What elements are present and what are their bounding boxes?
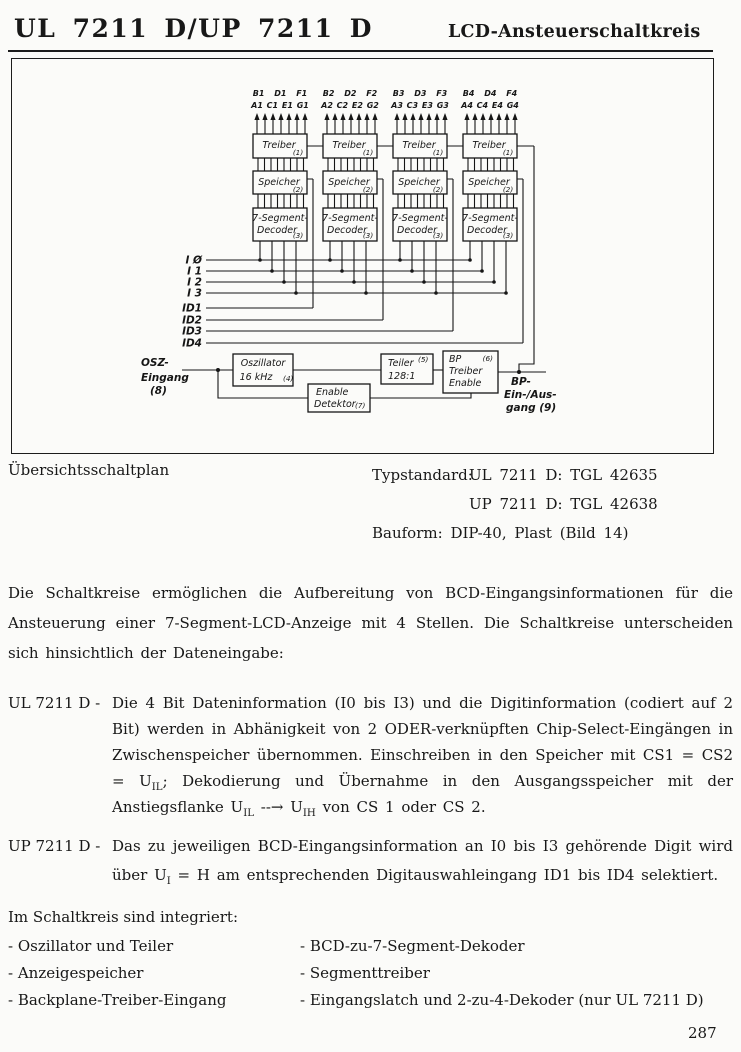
bus-label-id1: ID1 — [182, 302, 202, 315]
segment-labels-top: B1 D1 F1 — [252, 89, 308, 98]
list-item: - Eingangslatch und 2-zu-4-Dekoder (nur UL 7211 D) — [300, 991, 704, 1009]
typstandard-line — [372, 461, 658, 490]
segment-labels-bottom: A4 C4 E4 G4 — [461, 101, 519, 110]
digit-select-line — [447, 179, 453, 331]
bp-label: BP — [449, 354, 462, 365]
diagram-frame — [11, 58, 714, 454]
svg-text:(4): (4) — [283, 374, 294, 383]
page-title: UL 7211 D/UP 7211 D — [14, 14, 373, 43]
data-input-lines — [260, 241, 296, 293]
segment-output-lines — [397, 120, 445, 134]
page-header — [14, 14, 729, 43]
teiler-label: Teiler — [388, 358, 414, 369]
ul-7211-d-text: Die 4 Bit Dateninformation (I0 bis I3) und die Digitinformation (codiert auf 2 Bit) werden in Abhänigkeit von 2 ODER-verknüpften Chip-Select-Eingängen in Zwischenspeicher übernommen. Einschreiben in den Speicher mit $CS1 = CS2 = U_{IL}$; Dekodierung und Übernahme in den Ausgangsspeicher mit der Anstiegsflanke $U_{IL}$ --→ $U_{IH}$ von CS 1 oder CS 2. — [112, 694, 734, 819]
block-diagram — [12, 59, 713, 453]
up-7211-d-item — [8, 832, 733, 890]
list-item: - Segmenttreiber — [300, 964, 430, 982]
svg-text:(3): (3) — [292, 231, 304, 240]
svg-text:(3): (3) — [362, 231, 374, 240]
segment-labels-top: B2 D2 F2 — [322, 89, 378, 98]
decoder-label-1: 7-Segment- — [252, 213, 308, 224]
bus-comb — [398, 194, 444, 208]
oszillator-label: Oszillator — [240, 358, 286, 369]
svg-text:(8): (8) — [150, 385, 167, 397]
svg-text:(2): (2) — [362, 185, 374, 194]
treiber-label: Treiber — [402, 140, 436, 151]
decoder-label-1: 7-Segment- — [392, 213, 448, 224]
treiber-label: Treiber — [332, 140, 366, 151]
segment-output-lines — [467, 120, 515, 134]
intro-paragraph: Die Schaltkreise ermöglichen die Aufbereitung von BCD-Eingangsinformationen für die Ansteuerung einer 7-Segment-LCD-Anzeige mit 4 Stellen. Die Schaltkreise unterscheiden sich hinsichtlich der Dateneingabe: — [8, 584, 733, 662]
list-item: - Anzeigespeicher — [8, 964, 144, 982]
oscillator-row — [141, 351, 557, 414]
bus-label-id2: ID2 — [182, 314, 202, 327]
svg-text:(1): (1) — [292, 148, 304, 157]
bus-comb — [328, 158, 374, 171]
svg-text:(6): (6) — [482, 354, 493, 363]
decoder-label-2: Decoder — [257, 225, 297, 236]
decoder-label-1: 7-Segment- — [322, 213, 378, 224]
type-standard-block — [372, 461, 658, 548]
svg-text:(2): (2) — [502, 185, 514, 194]
bus-label-id4: ID4 — [182, 337, 202, 350]
bauform-line — [372, 519, 658, 548]
enable-detektor-label: Enable — [316, 387, 349, 398]
svg-text:Detektor: Detektor — [314, 399, 356, 410]
svg-text:(1): (1) — [502, 148, 514, 157]
input-bus-lines — [206, 260, 523, 343]
bauform-value: DIP-40, Plast (Bild 14) — [450, 524, 629, 542]
bus-label-i0: I Ø — [185, 254, 202, 267]
digit-select-line — [307, 179, 313, 308]
svg-text:128:1: 128:1 — [388, 371, 416, 382]
digit-column — [320, 89, 383, 320]
segment-labels-bottom: A3 C3 E3 G3 — [391, 101, 449, 110]
decoder-label-1: 7-Segment- — [462, 213, 518, 224]
input-bus-labels — [182, 255, 203, 350]
bauform-label: Bauform: — [372, 524, 443, 542]
svg-text:(2): (2) — [292, 185, 304, 194]
data-input-lines — [400, 241, 436, 293]
speicher-label: Speicher — [258, 177, 300, 188]
figure-caption: Übersichtsschaltplan — [8, 461, 170, 479]
up-7211-d-label: UP 7211 D - — [8, 837, 101, 855]
svg-text:Ein-/Aus-: Ein-/Aus- — [504, 389, 557, 401]
ul-7211-d-label: UL 7211 D - — [8, 694, 101, 712]
up-7211-d-text: Das zu jeweiligen BCD-Eingangsinformation an I0 bis I3 gehörende Digit wird über $U_I = H$ am entsprechenden Digitauswahleingang ID1 bis ID4 selektiert. — [112, 837, 733, 887]
svg-text:(5): (5) — [418, 355, 429, 364]
speicher-label: Speicher — [328, 177, 370, 188]
speicher-label: Speicher — [398, 177, 440, 188]
speicher-label: Speicher — [468, 177, 510, 188]
segment-labels-bottom: A2 C2 E2 G2 — [321, 101, 379, 110]
integrated-list — [8, 933, 733, 1014]
bus-comb — [468, 158, 514, 171]
ul-7211-d-item — [8, 690, 733, 820]
svg-text:(3): (3) — [502, 231, 514, 240]
bus-label-i2: I 2 — [187, 276, 202, 289]
arrowheads — [254, 113, 307, 120]
segment-labels-bottom: A1 C1 E1 G1 — [251, 101, 309, 110]
bus-comb — [258, 194, 304, 208]
list-item: - Oszillator und Teiler — [8, 937, 174, 955]
arrowheads — [464, 113, 517, 120]
data-input-lines — [330, 241, 366, 293]
page-subtitle: LCD-Ansteuerschaltkreis — [447, 22, 701, 42]
segment-output-lines — [257, 120, 305, 134]
arrowheads — [324, 113, 377, 120]
treiber-label: Treiber — [472, 140, 506, 151]
arrowheads — [394, 113, 447, 120]
typstandard-label: Typstandard: — [372, 466, 473, 484]
decoder-label-2: Decoder — [327, 225, 367, 236]
bus-comb — [468, 194, 514, 208]
segment-labels-top: B3 D3 F3 — [392, 89, 448, 98]
title-rule — [8, 50, 713, 52]
typstandard-up-value: UP 7211 D: TGL 42638 — [469, 495, 658, 513]
digit-select-line — [517, 179, 523, 343]
list-item: - Backplane-Treiber-Eingang — [8, 991, 227, 1009]
data-input-lines — [470, 241, 506, 293]
bus-comb — [398, 158, 444, 171]
bus-comb — [258, 158, 304, 171]
bus-comb — [328, 194, 374, 208]
integrated-intro: Im Schaltkreis sind integriert: — [8, 908, 239, 926]
svg-text:(2): (2) — [432, 185, 444, 194]
svg-text:(3): (3) — [432, 231, 444, 240]
svg-text:Enable: Enable — [449, 378, 482, 389]
svg-text:Eingang: Eingang — [141, 372, 189, 384]
digit-column — [390, 89, 453, 331]
body-text — [8, 578, 733, 1014]
segment-output-lines — [327, 120, 375, 134]
decoder-label-2: Decoder — [397, 225, 437, 236]
svg-text:(1): (1) — [362, 148, 374, 157]
digit-column — [250, 89, 313, 308]
bp-io-label: BP- — [511, 376, 531, 388]
bus-label-i3: I 3 — [187, 287, 202, 300]
digit-select-line — [377, 179, 383, 320]
bus-label-i1: I 1 — [187, 265, 202, 278]
svg-text:gang (9): gang (9) — [506, 402, 557, 414]
bus-label-id3: ID3 — [182, 325, 202, 338]
svg-text:16 kHz: 16 kHz — [239, 372, 273, 383]
treiber-label: Treiber — [262, 140, 296, 151]
decoder-label-2: Decoder — [467, 225, 507, 236]
page-number: 287 — [688, 1024, 717, 1042]
digit-column — [460, 89, 523, 343]
typstandard-ul-value: UL 7211 D: TGL 42635 — [469, 466, 658, 484]
segment-labels-top: B4 D4 F4 — [462, 89, 518, 98]
svg-text:Treiber: Treiber — [449, 366, 483, 377]
svg-text:(1): (1) — [432, 148, 444, 157]
osz-eingang-label: OSZ- — [141, 357, 169, 369]
svg-text:(7): (7) — [355, 401, 366, 410]
list-item: - BCD-zu-7-Segment-Dekoder — [300, 937, 525, 955]
